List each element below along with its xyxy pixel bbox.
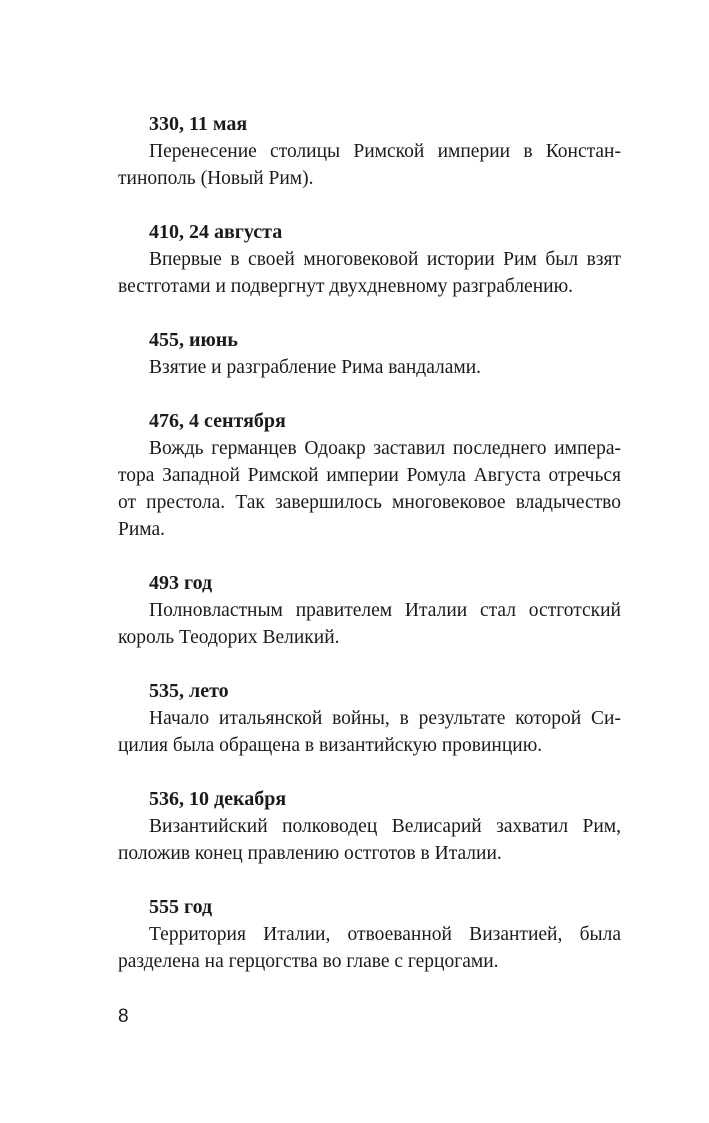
entry-text: Византийский полководец Велисарий захватил Рим, положив конец правлению остготов в Италии. bbox=[118, 816, 621, 864]
chronology-entry bbox=[118, 326, 621, 381]
chronology-entry bbox=[118, 785, 621, 867]
entry-date: 535, лето bbox=[149, 680, 229, 702]
entry-date: 476, 4 сентября bbox=[149, 410, 286, 432]
entry-text: Перенесение столицы Римской империи в Константинополь (Новый Рим). bbox=[118, 141, 621, 189]
entry-date: 330, 11 мая bbox=[149, 113, 248, 135]
page-number: 8 bbox=[118, 1006, 129, 1027]
chronology-entry bbox=[118, 218, 621, 300]
entry-text: Вождь германцев Одоакр заставил последнего императора Западной Римской империи Ромула Августа отречься от престола. Так завершилось многовековое владычество Рима. bbox=[118, 438, 621, 540]
entry-date: 493 год bbox=[149, 572, 213, 594]
entry-date: 555 год bbox=[149, 896, 213, 918]
entry-text: Полновластным правителем Италии стал остготский король Теодорих Великий. bbox=[118, 600, 621, 648]
entry-date: 536, 10 декабря bbox=[149, 788, 287, 810]
entry-date: 455, июнь bbox=[149, 329, 238, 351]
chronology-entry bbox=[118, 677, 621, 759]
entry-text: Начало итальянской войны, в результате которой Сицилия была обращена в византийскую провинцию. bbox=[118, 708, 621, 756]
chronology-entry bbox=[118, 569, 621, 651]
chronology-page bbox=[118, 110, 621, 1001]
chronology-entry bbox=[118, 110, 621, 192]
chronology-entry bbox=[118, 893, 621, 975]
entry-text: Территория Италии, отвоеванной Византией, была разделена на герцогства во главе с герцогами. bbox=[118, 924, 621, 972]
entry-date: 410, 24 августа bbox=[149, 221, 283, 243]
entry-text: Взятие и разграбление Рима вандалами. bbox=[149, 357, 482, 378]
entry-text: Впервые в своей многовековой истории Рим был взят вестготами и подвергнут двухдневному разграблению. bbox=[118, 249, 621, 297]
chronology-entry bbox=[118, 407, 621, 543]
